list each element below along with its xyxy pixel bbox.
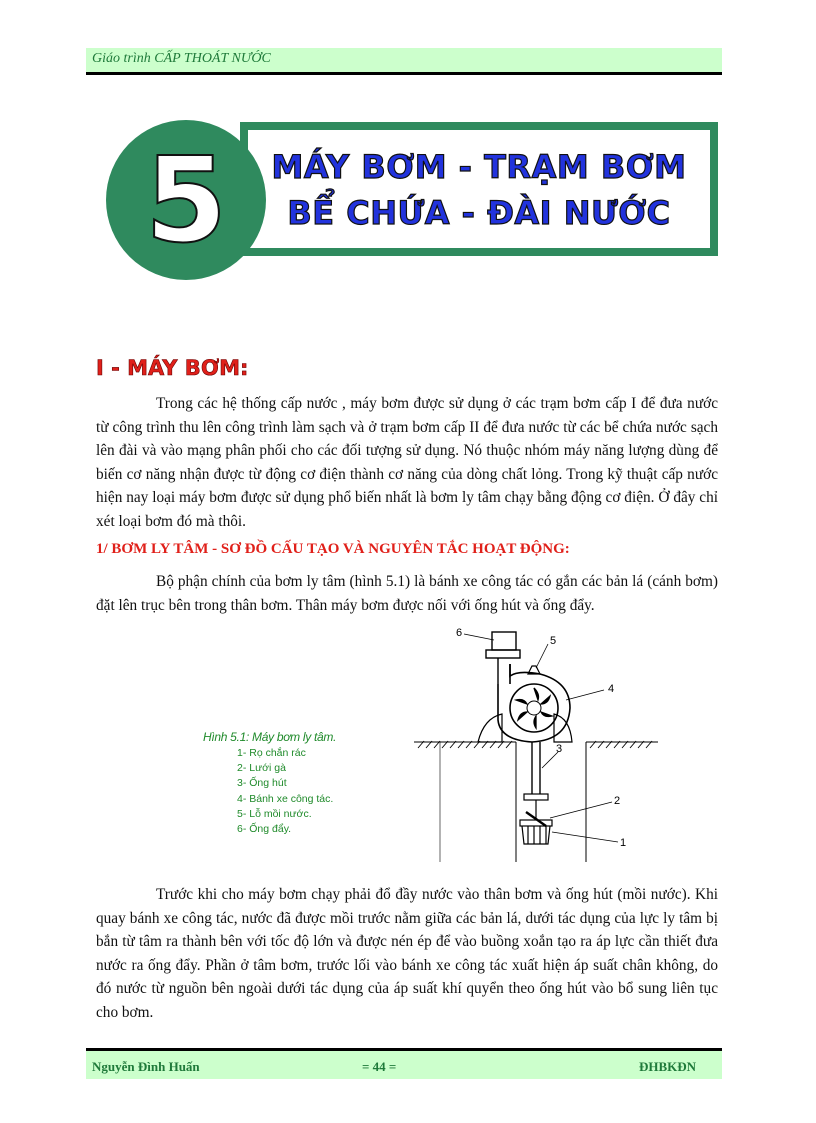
chapter-title-banner — [240, 122, 718, 256]
header-title: Giáo trình CẤP THOÁT NƯỚC — [92, 51, 271, 66]
subsection-heading: 1/ BƠM LY TÂM - SƠ ĐỒ CẤU TẠO VÀ NGUYÊN TẮC HOẠT ĐỘNG: — [96, 541, 570, 557]
callout-1: 1 — [620, 837, 627, 849]
pump-casing — [498, 664, 570, 742]
footer-author: Nguyễn Đình Huấn — [92, 1059, 200, 1074]
centrifugal-pump-diagram — [400, 622, 660, 862]
figure-caption-block — [203, 730, 336, 837]
figure-caption: Hình 5.1: Máy bơm ly tâm. — [203, 730, 337, 744]
paragraph-operation: Trước khi cho máy bơm chạy phải đổ đầy nước vào thân bơm và ống hút (mồi nước). Khi quay bánh xe công tác, nước đã được mồi trước nằm giữa các bản lá, dưới tác dụng của lực ly tâm bị bắn từ tâm ra thành bên với tốc độ lớn và được nén ép để vào buồng xoắn tạo ra áp lực cần thiết đưa nước ra ống đẩy. Phần ở tâm bơm, trước lối vào bánh xe công tác xuất hiện áp suất chân không, do đó nước từ nguồn bên ngoài dưới tác dụng của áp suất khí quyển theo ống hút vào bổ sung liên tục cho bơm. — [96, 886, 718, 1021]
legend-item: 5- Lỗ mồi nước. — [237, 807, 312, 820]
page-number: = 44 = — [362, 1059, 397, 1074]
suction-pipe — [532, 742, 540, 794]
callout-4: 4 — [608, 683, 615, 695]
chapter-title-line-2: BỂ CHỨA - ĐÀI NƯỚC — [287, 194, 671, 232]
footer-institution: ĐHBKĐN — [638, 1059, 696, 1074]
chapter-number-badge — [106, 120, 266, 280]
page-footer — [86, 1048, 722, 1079]
figure-legend — [203, 746, 336, 837]
pump-supports — [478, 714, 572, 742]
chapter-title-line-1: MÁY BƠM - TRẠM BƠM — [271, 148, 687, 186]
paragraph-intro: Trong các hệ thống cấp nước , máy bơm được sử dụng ở các trạm bơm cấp I để đưa nước từ công trình thu lên công trình làm sạch và ở trạm bơm cấp II để đưa nước từ các bể chứa nước sạch lên đài và vào mạng phân phối cho các đối tượng sử dụng. Nó thuộc nhóm máy năng lượng dùng để biến cơ năng nhận được từ động cơ điện thành cơ năng của dòng chất lỏng. Trong kỹ thuật cấp nước hiện nay loại máy bơm được sử dụng phổ biến nhất là bơm ly tâm chạy bằng động cơ điện. Ở đây chỉ xét loại bơm đó mà thôi. — [96, 395, 718, 530]
legend-item: 4- Bánh xe công tác. — [237, 792, 334, 805]
impeller-vanes — [516, 688, 552, 728]
callout-leaders — [464, 634, 621, 842]
page-header — [86, 48, 722, 75]
legend-item: 2- Lưới gà — [237, 762, 286, 775]
callout-5: 5 — [550, 635, 557, 647]
callout-3: 3 — [556, 743, 563, 755]
section-heading: I - MÁY BƠM: — [96, 356, 249, 380]
callout-6: 6 — [456, 627, 463, 639]
legend-item: 1- Rọ chắn rác — [237, 747, 306, 759]
paragraph-pump-parts: Bộ phận chính của bơm ly tâm (hình 5.1) là bánh xe công tác có gắn các bản lá (cánh bơm) đặt lên trục bên trong thân bơm. Thân máy bơm được nối với ống hút và ống đẩy. — [96, 573, 718, 614]
legend-item: 6- Ống đẩy. — [237, 823, 292, 836]
chapter-number: 5 — [144, 131, 228, 269]
strainer — [520, 794, 552, 844]
callout-2: 2 — [614, 795, 621, 807]
legend-item: 3- Ống hút — [237, 777, 287, 790]
